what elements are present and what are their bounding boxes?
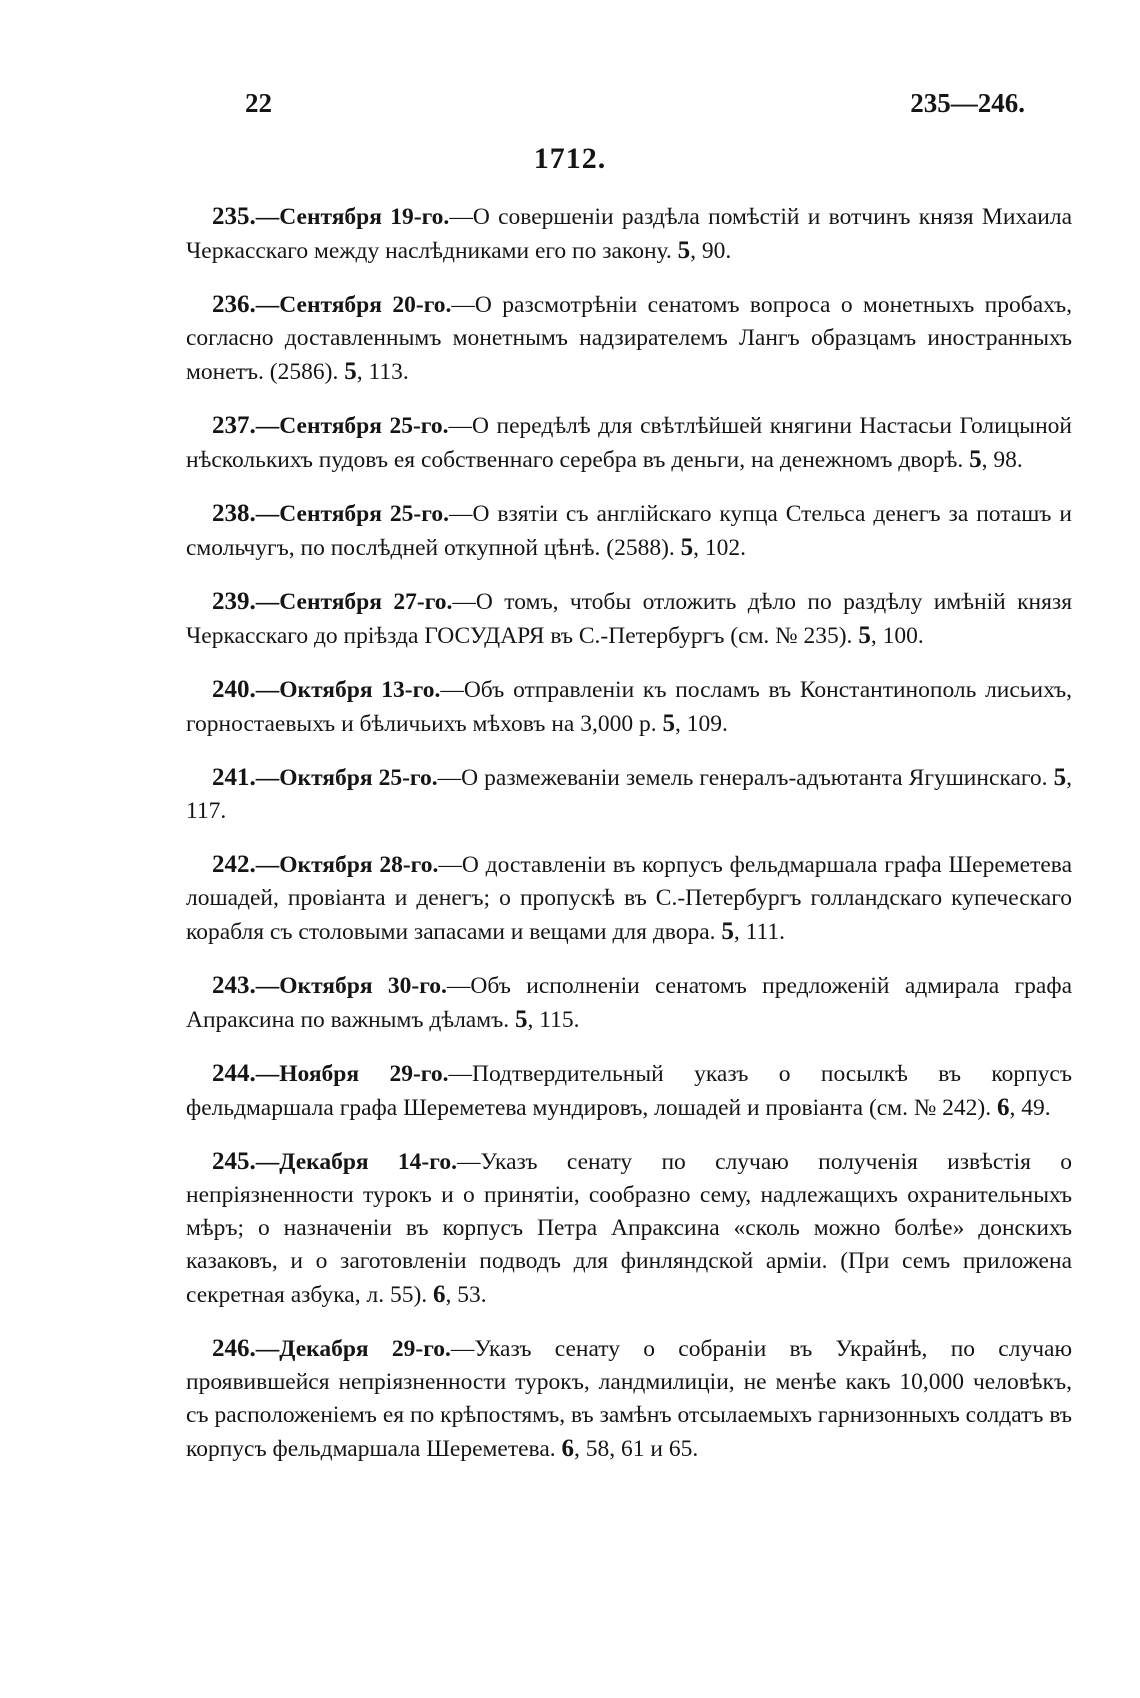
entry-item (186, 585, 1072, 653)
entry-date: —Декабря 29-го. (255, 1336, 451, 1362)
entry-item (186, 409, 1072, 477)
entry-date: —Ноября 29-го. (255, 1061, 449, 1087)
entry-number: 235. (212, 203, 256, 230)
entry-reference: , 53. (445, 1282, 487, 1308)
entry-number: 237. (212, 412, 256, 439)
entry-number: 245. (212, 1148, 256, 1175)
entry-text: —О взятіи съ англійскаго купца Стельса денегъ за поташъ и смольчугъ, по послѣдней откупной цѣнѣ. (2588). (186, 501, 1072, 561)
entry-volume: 5 (680, 534, 694, 561)
entry-date: —Декабря 14-го. (255, 1149, 457, 1175)
entry-item (186, 497, 1072, 565)
entry-text: —О совершеніи раздѣла помѣстій и вотчинъ князя Михаила Черкасскаго между наслѣдниками его по закону. (186, 204, 1072, 264)
entry-volume: 6 (561, 1435, 575, 1462)
entry-date: —Октября 25-го. (255, 765, 438, 791)
entry-volume: 6 (996, 1094, 1010, 1121)
entry-date: —Сентября 25-го. (255, 413, 449, 439)
entry-text: —О размежеваніи земель генералъ-адъютанта Ягушинскаго. (437, 765, 1048, 791)
year-heading: 1712. (533, 142, 607, 175)
entry-reference: , 111. (733, 919, 786, 945)
entry-volume: 6 (433, 1281, 446, 1308)
entry-volume: 5 (344, 358, 357, 385)
entry-item (186, 200, 1072, 268)
entry-text: —О разсмотрѣніи сенатомъ вопроса о монетныхъ пробахъ, согласно доставленнымъ монетнымъ надзирателемъ Лангъ образцамъ иностранныхъ монетъ. (2586). (186, 292, 1072, 385)
entry-text: —О передѣлѣ для свѣтлѣйшей княгини Настасьи Голицыной нѣсколькихъ пудовъ ея собственнаго серебра въ деньги, на денежномъ дворѣ. (186, 413, 1072, 473)
entry-date: —Сентября 27-го. (255, 589, 453, 615)
entry-list (186, 200, 1072, 1466)
entry-text: —Подтвердительный указъ о посылкѣ въ корпусъ фельдмаршала графа Шереметева мундировъ, лошадей и провіанта (см. № 242). (186, 1061, 1072, 1121)
entry-text: —Объ исполненіи сенатомъ предложеній адмирала графа Апраксина по важнымъ дѣламъ. (186, 973, 1073, 1033)
entry-volume: 5 (721, 918, 734, 945)
entry-reference: , 102. (693, 535, 747, 561)
entry-date: —Сентября 20-го. (255, 292, 452, 318)
entry-volume: 5 (662, 710, 675, 737)
entry-item (186, 673, 1072, 741)
entry-volume: 5 (677, 237, 691, 264)
page-number: 22 (245, 88, 272, 118)
entry-number: 244. (212, 1060, 256, 1087)
entry-text: —О томъ, чтобы отложить дѣло по раздѣлу имѣній князя Черкасскаго до пріѣзда ГОСУДАРЯ въ С.-Петербургъ (см. № 235). (186, 589, 1072, 649)
entry-reference: , 98. (981, 447, 1023, 473)
entry-number: 241. (212, 764, 256, 791)
entry-text: —Указъ сенату о собраніи въ Украйнѣ, по случаю проявившейся непріязненности турокъ, ландмилиціи, не менѣе какъ 10,000 человѣкъ, съ расположеніемъ ея по крѣпостямъ, въ замѣнъ отсылаемыхъ гарнизонныхъ солдатъ въ корпусъ фельдмаршала Шереметева. (186, 1336, 1072, 1462)
entry-reference: , 90. (690, 238, 732, 264)
entry-date: —Сентября 19-го. (255, 204, 450, 230)
entry-reference: , 58, 61 и 65. (574, 1436, 699, 1462)
entry-number: 243. (212, 972, 256, 999)
entry-number: 246. (212, 1335, 256, 1362)
entry-number: 238. (212, 500, 256, 527)
entry-reference: , 117. (186, 765, 1072, 824)
entry-reference: , 100. (870, 623, 924, 649)
entry-date: —Октября 13-го. (255, 677, 441, 703)
entry-item (186, 1332, 1072, 1466)
entry-item (186, 288, 1072, 389)
entry-date: —Октября 30-го. (255, 973, 447, 999)
entry-text: —О доставленіи въ корпусъ фельдмаршала графа Шереметева лошадей, провіанта и денегъ; о пропускѣ въ С.-Петербургъ голландскаго купеческаго корабля съ столовыми запасами и вещами для двора. (186, 852, 1072, 945)
entry-date: —Октября 28-го. (255, 852, 439, 878)
entry-number: 242. (212, 851, 256, 878)
entry-number: 236. (212, 291, 256, 318)
entry-volume: 5 (858, 622, 871, 649)
entry-reference: , 115. (527, 1007, 580, 1033)
entry-text: —Указъ сенату по случаю полученія извѣстія о непріязненности турокъ и о принятіи, сообразно сему, надлежащихъ охранительныхъ мѣръ; о назначеніи въ корпусъ Петра Апраксина «сколь можно болѣе» донскихъ казаковъ, и о заготовленіи подводъ для финляндской арміи. (При семъ приложена секретная азбука, л. 55). (186, 1149, 1072, 1308)
entry-reference: , 109. (674, 711, 728, 737)
entry-item (186, 1057, 1072, 1125)
entry-volume: 5 (515, 1006, 528, 1033)
entry-item (186, 1145, 1072, 1312)
entry-volume: 5 (969, 446, 982, 473)
entry-text: —Объ отправленіи къ посламъ въ Константинополь лисьихъ, горностаевыхъ и бѣличьихъ мѣховъ на 3,000 р. (186, 677, 1072, 737)
entry-date: —Сентября 25-го. (255, 501, 449, 527)
entry-item (186, 848, 1072, 949)
entry-number: 240. (212, 676, 256, 703)
running-head (245, 88, 1025, 119)
entry-reference: , 49. (1009, 1095, 1051, 1121)
entry-item (186, 969, 1072, 1037)
entry-volume: 5 (1053, 764, 1067, 791)
entry-number: 239. (212, 588, 256, 615)
entry-item (186, 761, 1072, 828)
entry-reference: , 113. (356, 359, 409, 385)
entry-range: 235—246. (910, 88, 1025, 118)
